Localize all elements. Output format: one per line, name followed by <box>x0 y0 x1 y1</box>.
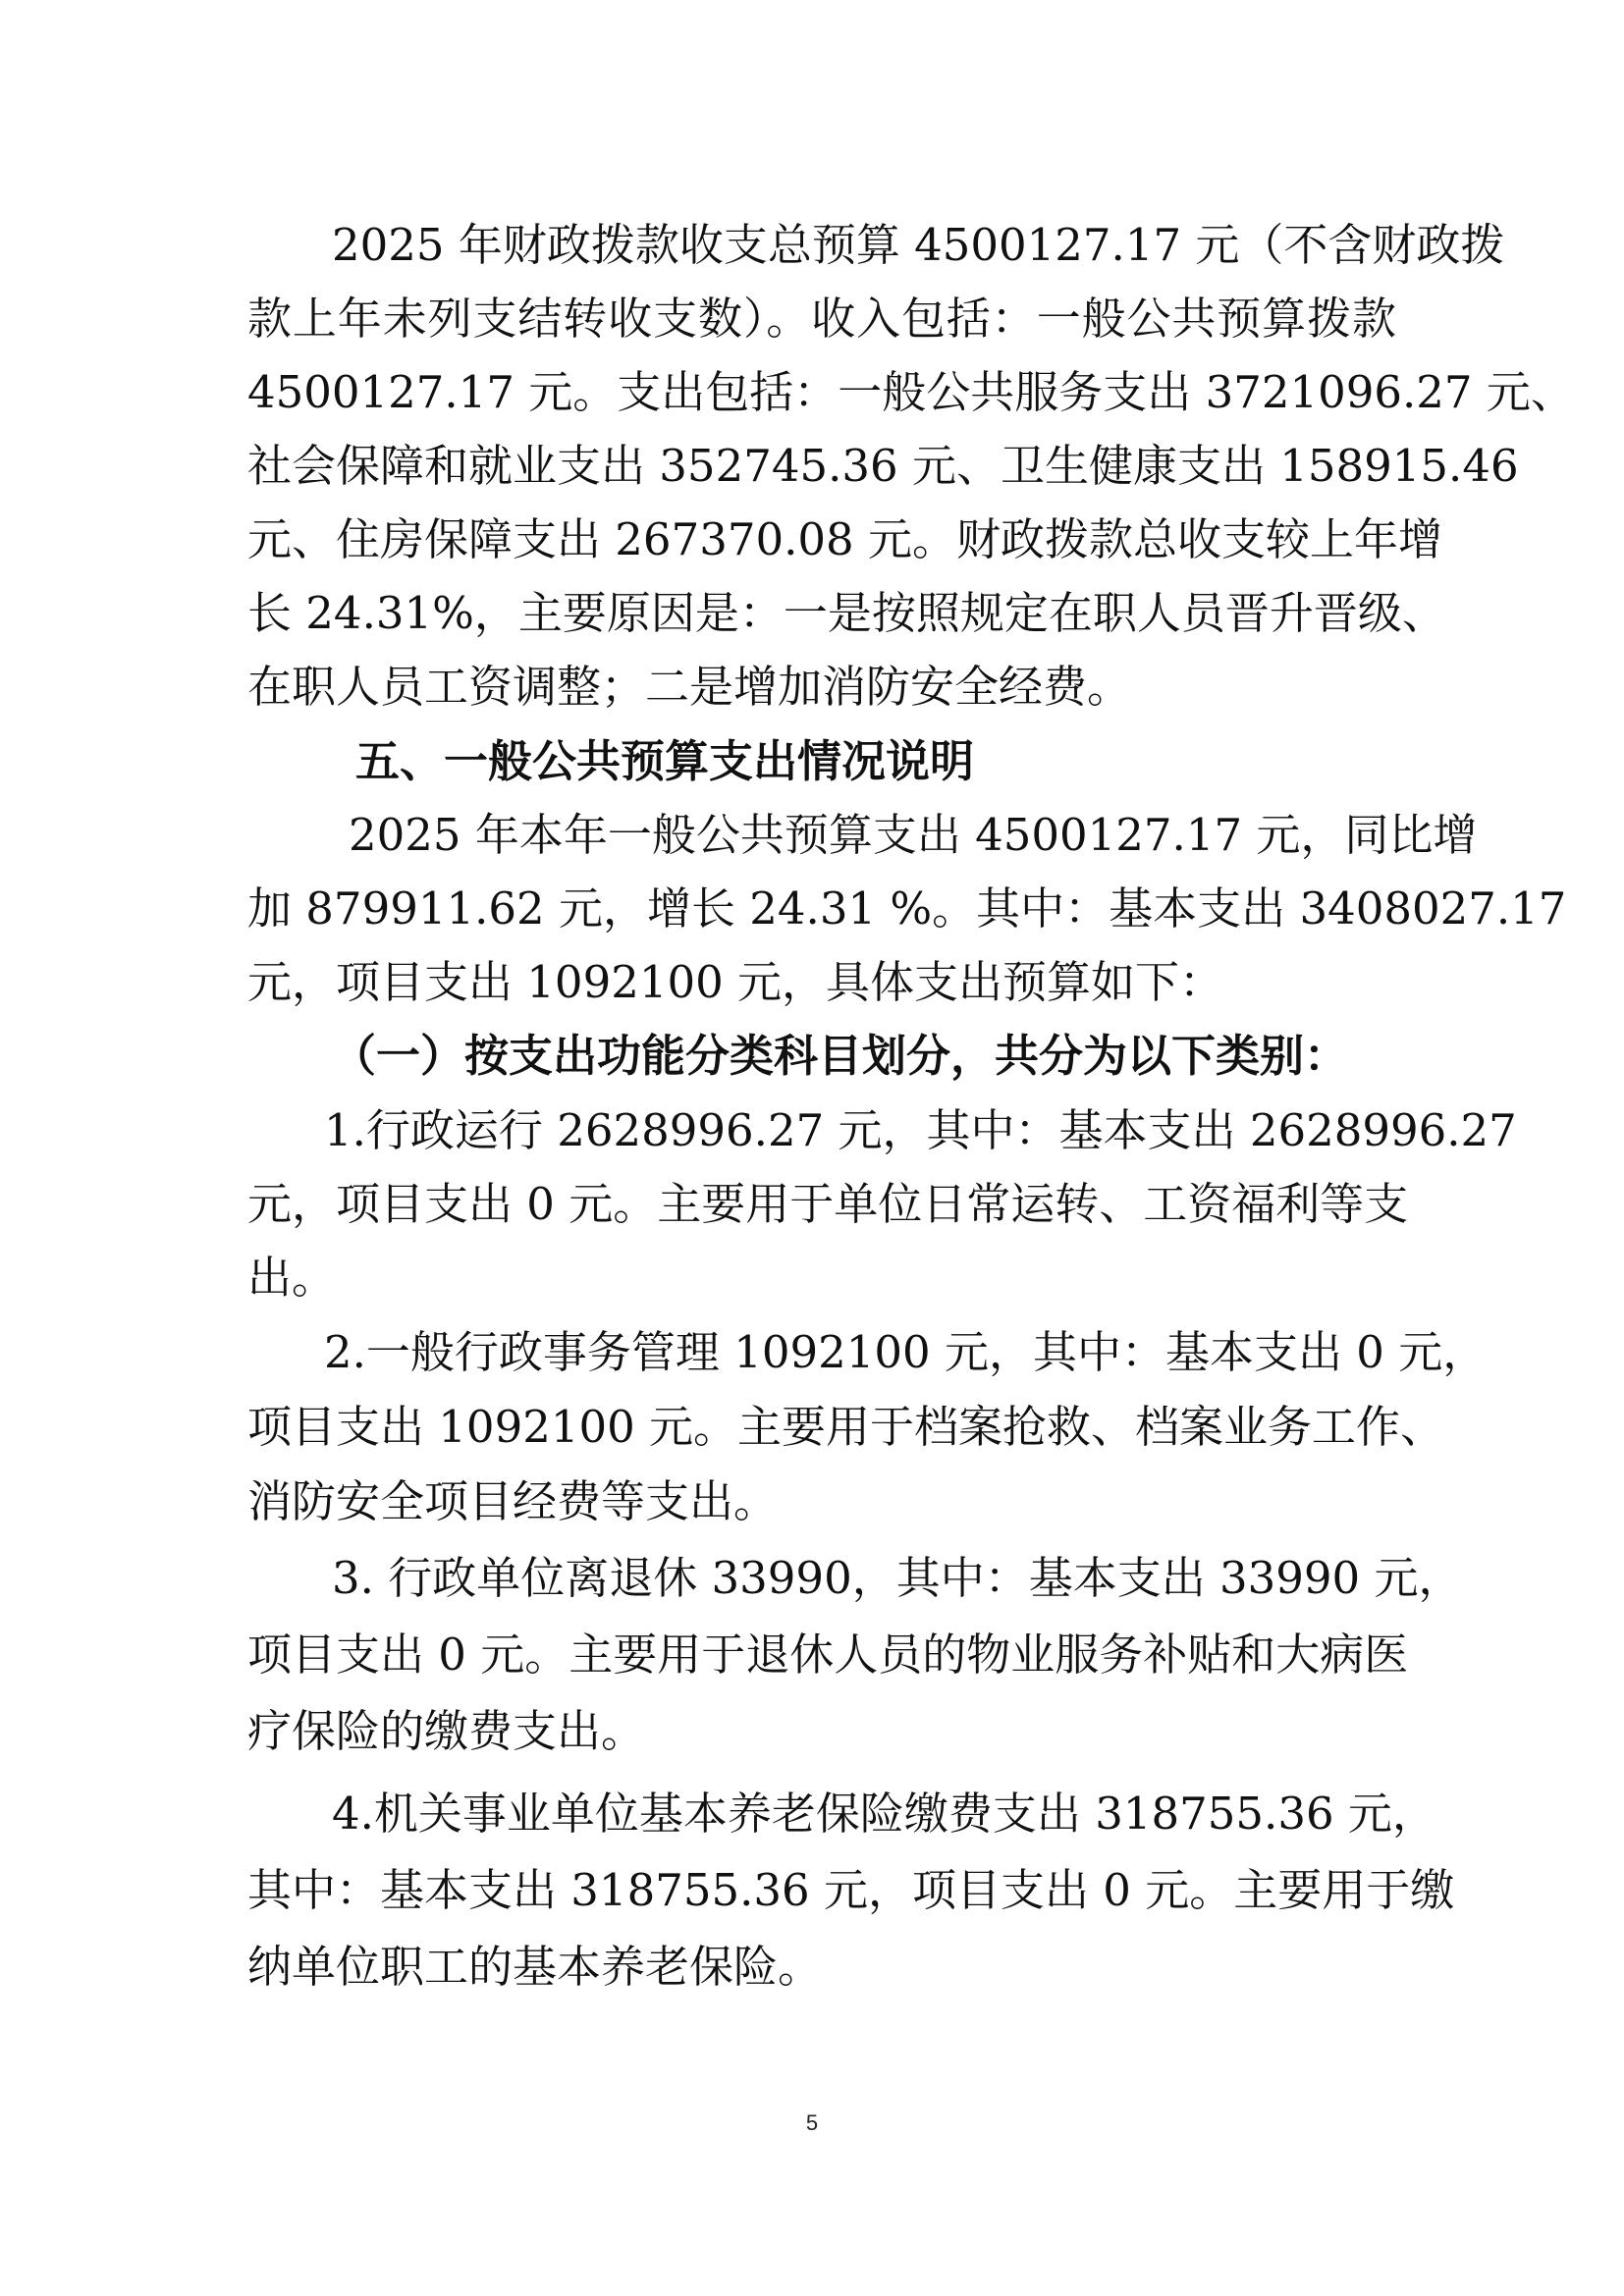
paragraph-line: 社会保障和就业支出 352745.36 元、卫生健康支出 158915.46 <box>247 440 1519 492</box>
paragraph-line: 2025 年财政拨款收支总预算 4500127.17 元（不含财政拨 <box>332 219 1505 271</box>
subsection-heading: （一）按支出功能分类科目划分，共分为以下类别： <box>332 1030 1349 1082</box>
paragraph-line: 其中：基本支出 318755.36 元，项目支出 0 元。主要用于缴 <box>247 1864 1455 1916</box>
paragraph-line: 1.行政运行 2628996.27 元，其中：基本支出 2628996.27 <box>324 1104 1517 1156</box>
paragraph-line: 项目支出 0 元。主要用于退休人员的物业服务补贴和大病医 <box>247 1629 1409 1681</box>
paragraph-line: 元，项目支出 1092100 元，具体支出预算如下： <box>247 956 1224 1008</box>
paragraph-line: 在职人员工资调整；二是增加消防安全经费。 <box>247 661 1132 713</box>
paragraph-line: 3. 行政单位离退休 33990，其中：基本支出 33990 元， <box>332 1552 1463 1604</box>
paragraph-line: 2025 年本年一般公共预算支出 4500127.17 元，同比增 <box>349 809 1478 861</box>
paragraph-line: 出。 <box>247 1252 337 1304</box>
paragraph-line: 2.一般行政事务管理 1092100 元，其中：基本支出 0 元， <box>324 1326 1488 1378</box>
paragraph-line: 4.机关事业单位基本养老保险缴费支出 318755.36 元， <box>332 1788 1436 1840</box>
paragraph-line: 消防安全项目经费等支出。 <box>247 1475 779 1527</box>
paragraph-line: 疗保险的缴费支出。 <box>247 1705 646 1757</box>
paragraph-line: 纳单位职工的基本养老保险。 <box>247 1941 823 1993</box>
paragraph-line: 元，项目支出 0 元。主要用于单位日常运转、工资福利等支 <box>247 1178 1409 1230</box>
section-heading: 五、一般公共预算支出情况说明 <box>355 735 975 787</box>
paragraph-line: 元、住房保障支出 267370.08 元。财政拨款总收支较上年增 <box>247 513 1442 565</box>
paragraph-line: 4500127.17 元。支出包括：一般公共服务支出 3721096.27 元、 <box>247 366 1575 418</box>
page-number: 5 <box>805 2110 819 2135</box>
paragraph-line: 加 879911.62 元，增长 24.31 %。其中：基本支出 3408027.17 <box>247 882 1567 934</box>
paragraph-line: 项目支出 1092100 元。主要用于档案抢救、档案业务工作、 <box>247 1401 1445 1453</box>
paragraph-line: 款上年未列支结转收支数）。收入包括：一般公共预算拨款 <box>247 293 1396 345</box>
paragraph-line: 长 24.31%，主要原因是：一是按照规定在职人员晋升晋级、 <box>247 587 1446 639</box>
